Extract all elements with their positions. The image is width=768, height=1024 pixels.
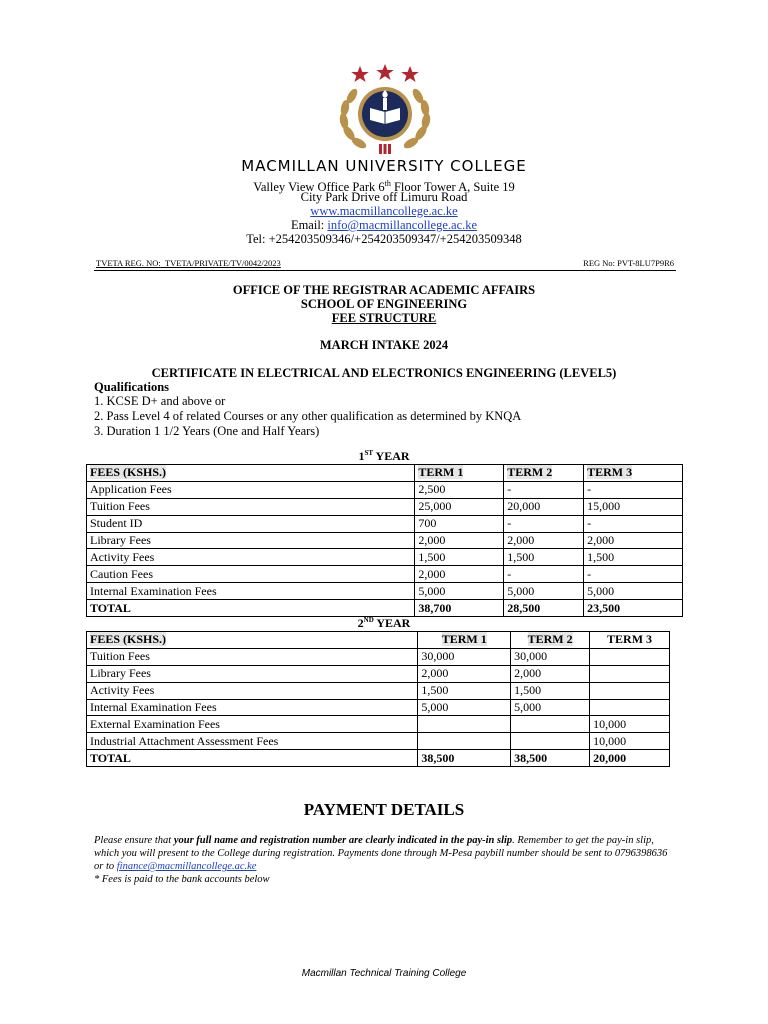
tveta-reg-value: TVETA/PRIVATE/TV/0042/2023 — [164, 258, 281, 268]
website-link[interactable]: www.macmillancollege.ac.ke — [310, 204, 458, 218]
term-cell: 2,000 — [511, 665, 590, 682]
term-cell: - — [584, 481, 683, 498]
page-footer: Macmillan Technical Training College — [301, 968, 467, 979]
header-cell-text: FEES (KSHS.) — [90, 465, 167, 480]
table-header-row — [87, 632, 670, 649]
payment-text-1: Please ensure that — [94, 835, 174, 846]
total-cell: 38,500 — [511, 750, 590, 767]
term-cell: 1,500 — [504, 549, 584, 566]
table-row — [87, 566, 683, 583]
term-cell: 5,000 — [584, 583, 683, 600]
total-cell: 38,500 — [418, 750, 511, 767]
qualification-item: 1. KCSE D+ and above or — [94, 394, 226, 408]
fee-name-cell: Activity Fees — [87, 682, 418, 699]
address-line-2: City Park Drive off Limuru Road — [300, 190, 468, 204]
fee-name-cell: Tuition Fees — [87, 648, 418, 665]
term-cell: 10,000 — [590, 716, 670, 733]
star-icon — [376, 64, 394, 80]
term-cell: 30,000 — [418, 648, 511, 665]
address-line-1-pre: Valley View Office Park 6 — [253, 180, 385, 195]
term-cell — [590, 682, 670, 699]
email-row — [0, 218, 768, 233]
year2-label-sup: ND — [363, 616, 374, 624]
year1-fee-table — [86, 464, 683, 617]
header-cell-text: TERM 3 — [607, 632, 653, 647]
total-cell: 20,000 — [590, 750, 670, 767]
term-cell — [590, 648, 670, 665]
header-cell-text: TERM 1 — [418, 465, 464, 480]
address-line-1-sup: th — [384, 179, 391, 188]
total-cell: 28,500 — [504, 600, 584, 617]
term-cell: - — [584, 515, 683, 532]
payment-text-bold: your full name and registration number are clearly indicated in the pay-in slip — [173, 835, 513, 846]
header-cell-text: TERM 2 — [527, 632, 573, 647]
year1-label-sup: ST — [364, 449, 373, 457]
total-row — [87, 600, 683, 617]
table-header-row — [87, 465, 683, 482]
total-cell: 38,700 — [415, 600, 504, 617]
header-cell-text: FEES (KSHS.) — [90, 632, 167, 647]
term-cell: 1,500 — [418, 682, 511, 699]
total-label: TOTAL — [87, 750, 418, 767]
table-row — [87, 682, 670, 699]
term-cell: 30,000 — [511, 648, 590, 665]
year1-label — [0, 449, 768, 464]
fee-structure-text: FEE STRUCTURE — [331, 311, 437, 325]
total-row — [87, 750, 670, 767]
course-title: CERTIFICATE IN ELECTRICAL AND ELECTRONICS ENGINEERING (LEVEL5) — [151, 366, 617, 380]
term-cell — [418, 733, 511, 750]
registration-line — [94, 258, 676, 271]
qualifications-heading: Qualifications — [94, 380, 170, 394]
table-row — [87, 733, 670, 750]
term-cell: 1,500 — [415, 549, 504, 566]
table-row — [87, 532, 683, 549]
email-label: Email: — [290, 218, 328, 232]
fee-name-cell: Student ID — [87, 515, 415, 532]
term-cell: 5,000 — [511, 699, 590, 716]
term-cell: 20,000 — [504, 498, 584, 515]
term-cell: 2,500 — [415, 481, 504, 498]
fee-name-cell: Application Fees — [87, 481, 415, 498]
term-cell: - — [584, 566, 683, 583]
year2-label-post: YEAR — [373, 616, 411, 630]
email-link[interactable]: info@macmillancollege.ac.ke — [327, 218, 478, 232]
header-cell-text: TERM 2 — [507, 465, 553, 480]
header-cell — [504, 465, 584, 482]
header-cell-text: TERM 1 — [441, 632, 487, 647]
term-cell: 5,000 — [415, 583, 504, 600]
table-row — [87, 665, 670, 682]
tveta-reg — [96, 258, 281, 268]
address-line-1-post: Floor Tower A, Suite 19 — [390, 180, 515, 195]
term-cell: - — [504, 566, 584, 583]
header-cell — [415, 465, 504, 482]
term-cell — [511, 733, 590, 750]
fee-name-cell: Internal Examination Fees — [87, 583, 415, 600]
table-row — [87, 498, 683, 515]
year2-label — [0, 616, 768, 631]
qualification-item: 2. Pass Level 4 of related Courses or any other qualification as determined by KNQA — [94, 409, 522, 423]
term-cell: 1,500 — [584, 549, 683, 566]
term-cell: 5,000 — [418, 699, 511, 716]
fee-name-cell: Tuition Fees — [87, 498, 415, 515]
term-cell: 2,000 — [415, 566, 504, 583]
fee-name-cell: External Examination Fees — [87, 716, 418, 733]
fee-structure-title — [0, 311, 768, 326]
header-cell — [87, 465, 415, 482]
term-cell: 5,000 — [504, 583, 584, 600]
fee-name-cell: Internal Examination Fees — [87, 699, 418, 716]
year2-label-pre: 2 — [357, 616, 364, 630]
college-logo — [330, 62, 440, 158]
term-cell — [418, 716, 511, 733]
payment-note: * Fees is paid to the bank accounts below — [94, 874, 270, 885]
fee-name-cell: Industrial Attachment Assessment Fees — [87, 733, 418, 750]
reg-no: REG No: PVT-8LU7P9R6 — [583, 258, 674, 268]
table-row — [87, 648, 670, 665]
total-label: TOTAL — [87, 600, 415, 617]
college-name: MACMILLAN UNIVERSITY COLLEGE — [241, 157, 527, 175]
table-row — [87, 515, 683, 532]
header-cell-text: TERM 3 — [587, 465, 633, 480]
telephone: Tel: +254203509346/+254203509347/+254203509348 — [246, 232, 522, 246]
total-cell: 23,500 — [584, 600, 683, 617]
header-cell — [418, 632, 511, 649]
year1-label-pre: 1 — [358, 449, 365, 463]
fee-name-cell: Caution Fees — [87, 566, 415, 583]
table-row — [87, 549, 683, 566]
header-cell — [584, 465, 683, 482]
term-cell: 10,000 — [590, 733, 670, 750]
office-title: OFFICE OF THE REGISTRAR ACADEMIC AFFAIRS — [232, 283, 536, 297]
term-cell: 2,000 — [415, 532, 504, 549]
term-cell: 2,000 — [504, 532, 584, 549]
fee-name-cell: Library Fees — [87, 532, 415, 549]
header-cell — [87, 632, 418, 649]
table-row — [87, 583, 683, 600]
term-cell: 2,000 — [418, 665, 511, 682]
payment-details-title: PAYMENT DETAILS — [303, 800, 465, 819]
table-row — [87, 481, 683, 498]
table-row — [87, 716, 670, 733]
term-cell — [511, 716, 590, 733]
payment-text-2: . Remember to get the pay-in slip, which you will present to the College during registration. Payments done through M-Pesa paybill number should be sent to 0796398636 or to — [94, 835, 668, 872]
term-cell: - — [504, 481, 584, 498]
intake-title: MARCH INTAKE 2024 — [319, 338, 449, 352]
fee-name-cell: Activity Fees — [87, 549, 415, 566]
website-row — [0, 204, 768, 219]
term-cell — [590, 665, 670, 682]
year2-fee-table — [86, 631, 670, 767]
header-cell — [590, 632, 670, 649]
qualification-item: 3. Duration 1 1/2 Years (One and Half Years) — [94, 424, 320, 438]
term-cell — [590, 699, 670, 716]
header-cell — [511, 632, 590, 649]
star-icon — [401, 66, 419, 82]
term-cell: 2,000 — [584, 532, 683, 549]
payment-instructions — [94, 834, 676, 886]
year1-label-post: YEAR — [373, 449, 410, 463]
table-row — [87, 699, 670, 716]
term-cell: 1,500 — [511, 682, 590, 699]
school-title: SCHOOL OF ENGINEERING — [300, 297, 468, 311]
term-cell: 15,000 — [584, 498, 683, 515]
fee-name-cell: Library Fees — [87, 665, 418, 682]
finance-email-link[interactable]: finance@macmillancollege.ac.ke — [116, 861, 257, 872]
star-icon — [351, 66, 369, 82]
term-cell: 25,000 — [415, 498, 504, 515]
term-cell: 700 — [415, 515, 504, 532]
tveta-reg-label: TVETA REG. NO: — [96, 258, 161, 268]
term-cell: - — [504, 515, 584, 532]
